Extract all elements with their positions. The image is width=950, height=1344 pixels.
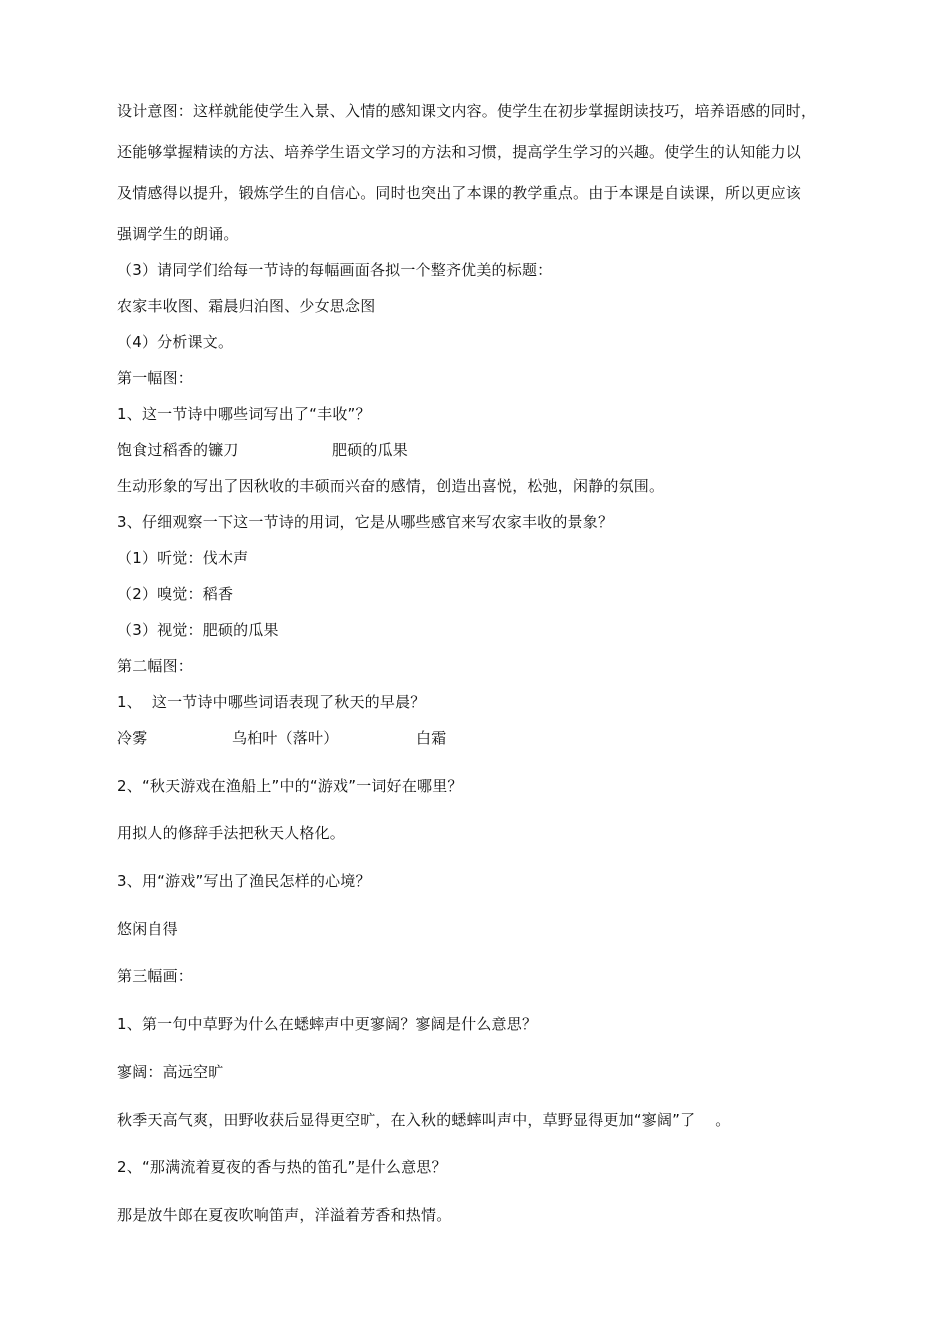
pic1-answer-1-left: 饱食过稻香的镰刀 <box>117 441 239 459</box>
intent-line-1: 设计意图：这样就能使学生入景、入情的感知课文内容。使学生在初步掌握朗读技巧，培养语感的同时， <box>117 102 817 120</box>
pic3-answer-2: 那是放牛郎在夏夜吹响笛声，洋溢着芳香和热情。 <box>117 1206 452 1224</box>
pic3-question-2: 2、“那满流着夏夜的香与热的笛孔”是什么意思？ <box>117 1158 447 1176</box>
pic2-answer-1-a: 冷雾 <box>117 729 148 747</box>
pic2-answer-3: 悠闲自得 <box>117 920 178 938</box>
pic1-question-3: 3、仔细观察一下这一节诗的用词，它是从哪些感官来写农家丰收的景象？ <box>117 513 614 531</box>
pic2-answer-1-b: 乌桕叶（落叶） <box>232 729 339 747</box>
pic1-heading: 第一幅图： <box>117 369 194 387</box>
step3-instruction: （3）请同学们给每一节诗的每幅画面各拟一个整齐优美的标题： <box>117 261 553 279</box>
step4-instruction: （4）分析课文。 <box>117 333 234 351</box>
intent-line-4: 强调学生的朗诵。 <box>117 225 239 243</box>
pic2-answer-2: 用拟人的修辞手法把秋天人格化。 <box>117 824 346 842</box>
pic2-heading: 第二幅图： <box>117 657 194 675</box>
step3-answer: 农家丰收图、霜晨归泊图、少女思念图 <box>117 297 376 315</box>
intent-line-3: 及情感得以提升，锻炼学生的自信心。同时也突出了本课的教学重点。由于本课是自读课，所以更应该 <box>117 184 802 202</box>
pic3-heading: 第三幅画： <box>117 967 194 985</box>
pic3-answer-1-note: 秋季天高气爽，田野收获后显得更空旷，在入秋的蟋蟀叫声中，草野显得更加“寥阔”了 。 <box>117 1111 731 1129</box>
pic3-question-1: 1、第一句中草野为什么在蟋蟀声中更寥阔？寥阔是什么意思？ <box>117 1015 538 1033</box>
pic1-sense-1: （1）听觉：伐木声 <box>117 549 249 567</box>
pic1-answer-1-right: 肥硕的瓜果 <box>332 441 409 459</box>
pic2-question-1: 1、 这一节诗中哪些词语表现了秋天的早晨？ <box>117 693 426 711</box>
pic1-answer-1-note: 生动形象的写出了因秋收的丰硕而兴奋的感情，创造出喜悦，松弛，闲静的氛围。 <box>117 477 665 495</box>
intent-line-2: 还能够掌握精读的方法、培养学生语文学习的方法和习惯，提高学生学习的兴趣。使学生的认知能力以 <box>117 143 802 161</box>
pic1-sense-3: （3）视觉：肥硕的瓜果 <box>117 621 279 639</box>
pic3-answer-1-definition: 寥阔：高远空旷 <box>117 1063 224 1081</box>
pic1-question-1: 1、这一节诗中哪些词写出了“丰收”？ <box>117 405 371 423</box>
pic2-question-2: 2、“秋天游戏在渔船上”中的“游戏”一词好在哪里？ <box>117 777 463 795</box>
pic2-answer-1-c: 白霜 <box>416 729 447 747</box>
pic1-sense-2: （2）嗅觉：稻香 <box>117 585 234 603</box>
pic2-question-3: 3、用“游戏”写出了渔民怎样的心境？ <box>117 872 371 890</box>
